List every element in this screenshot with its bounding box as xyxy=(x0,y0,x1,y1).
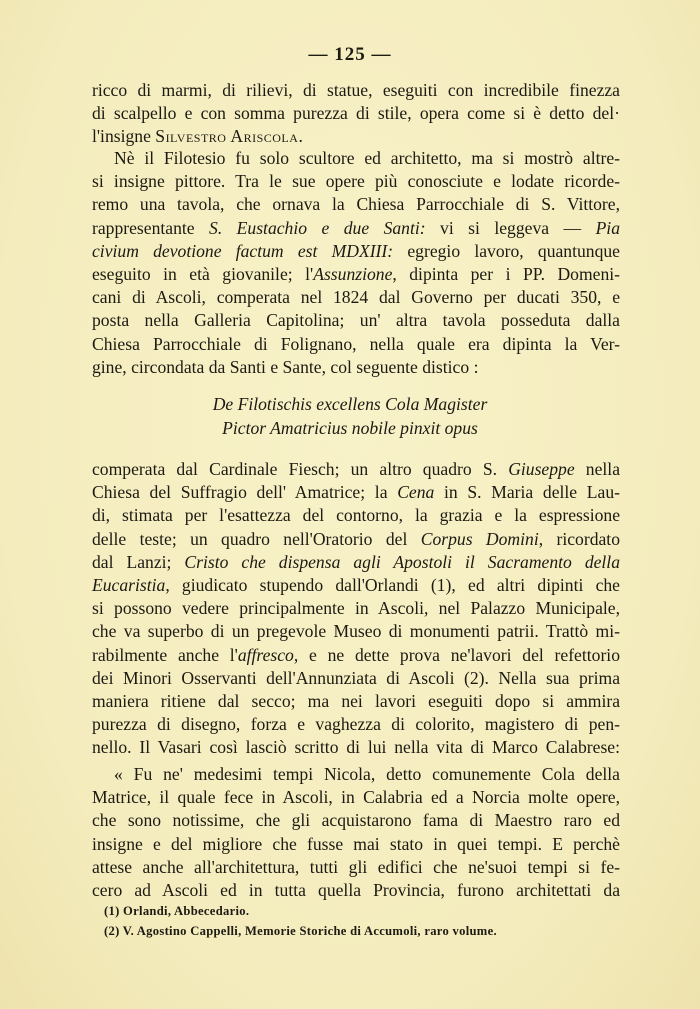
text-line: dei Minori Osservanti dell'Annunziata di Ascoli (2). Nella sua prima xyxy=(92,667,620,688)
text-line xyxy=(92,528,620,551)
paragraph-3 xyxy=(92,458,620,760)
text-line: posta nella Galleria Capitolina; un' altra tavola posseduta dalla xyxy=(92,310,620,331)
text-line: nello. Il Vasari così lasciò scritto di lui nella vita di Marco Calabrese: xyxy=(92,737,620,758)
text-fragment: eseguito in età giovanile; l' xyxy=(92,264,314,285)
italic-title: Giuseppe xyxy=(508,459,575,479)
text-line: che sono notissime, che gli acquistarono fama di Maestro raro ed xyxy=(92,810,620,831)
distich-verse xyxy=(0,392,700,440)
text-line xyxy=(92,644,620,667)
italic-inscription: civium devotione factum est MDXIII: xyxy=(92,240,394,261)
text-line: attese anche all'architettura, tutti gli edifici che ne'suoi tempi si fe- xyxy=(92,856,620,877)
text-line: cero ad Ascoli ed in tutta quella Provincia, furono architettati da xyxy=(92,880,620,901)
italic-inscription: Pia xyxy=(595,217,620,238)
text-line: Nè il Filotesio fu solo scultore ed architetto, ma si mostrò altre- xyxy=(114,148,620,168)
footnote-1: (1) Orlandi, Abbecedario. xyxy=(104,904,250,918)
footnote-2: (2) V. Agostino Cappelli, Memorie Storiche di Accumoli, raro volume. xyxy=(104,924,497,938)
paragraph-4-quotation xyxy=(92,763,620,902)
text-line xyxy=(92,574,620,597)
text-line: si possono vedere principalmente in Ascoli, nel Palazzo Municipale, xyxy=(92,598,620,619)
text-fragment: dal Lanzi; xyxy=(92,551,185,572)
text-fragment: rappresentante xyxy=(92,217,210,238)
italic-title: Assunzione xyxy=(313,264,393,285)
text-fragment: egregio lavoro, quantunque xyxy=(393,240,620,261)
text-fragment: nella xyxy=(574,459,620,479)
text-line: purezza di disegno, forza e vaghezza di colorito, magistero di pen- xyxy=(92,714,620,735)
text-line xyxy=(92,458,620,481)
text-line: di scalpello e con somma purezza di stile, opera come si è detto del· xyxy=(92,103,620,124)
text-line xyxy=(92,125,620,148)
text-fragment: . xyxy=(298,126,303,147)
text-line: insigne e del migliore che fusse mai stato in quei tempi. E perchè xyxy=(92,833,620,854)
text-fragment: , e ne dette prova ne'lavori del refettorio xyxy=(293,644,620,665)
text-line: maniera ritiene dal secco; ma nei lavori eseguiti dopo si ammira xyxy=(92,691,620,712)
text-line xyxy=(92,217,620,240)
footnotes xyxy=(104,901,624,941)
italic-title: Corpus Domini xyxy=(420,528,539,549)
text-fragment: comperata dal Cardinale Fiesch; un altro quadro S. xyxy=(92,459,509,479)
text-fragment: , giudicato stupendo dall'Orlandi (1), ed altri dipinti che xyxy=(165,575,620,596)
text-fragment: Chiesa del Suffragio dell' Amatrice; la xyxy=(92,482,398,503)
text-line: remo una tavola, che ornava la Chiesa Parrocchiale di S. Vittore, xyxy=(92,194,620,215)
text-fragment: rabilmente anche l' xyxy=(92,644,238,665)
artist-name: Silvestro Ariscola xyxy=(155,126,299,147)
text-line xyxy=(92,240,620,263)
text-line: gine, circondata da Santi e Sante, col seguente distico : xyxy=(92,356,479,377)
text-line: Chiesa Parrocchiale di Folignano, nella quale era dipinta la Ver- xyxy=(92,333,620,354)
text-line: si insigne pittore. Tra le sue opere più conosciute e lodate ricorde- xyxy=(92,171,620,192)
text-fragment: , ricordato xyxy=(538,528,620,549)
text-fragment: in S. Maria delle Lau- xyxy=(434,482,620,503)
text-line xyxy=(92,551,620,574)
paragraph-1 xyxy=(92,79,620,149)
text-fragment: vi si leggeva — xyxy=(425,217,596,238)
italic-title: Cena xyxy=(397,482,435,503)
italic-term: affresco xyxy=(237,644,294,665)
text-line: di, stimata per l'esattezza del contorno, la grazia e la espressione xyxy=(92,505,620,526)
verse-line: De Filotischis excellens Cola Magister xyxy=(212,394,488,414)
verse-line: Pictor Amatricius nobile pinxit opus xyxy=(222,418,478,438)
text-fragment: delle teste; un quadro nell'Oratorio del xyxy=(92,528,421,549)
text-line xyxy=(92,263,620,286)
italic-title: Cristo che dispensa agli Apostoli il Sacramento della xyxy=(184,551,620,572)
text-line: cani di Ascoli, comperata nel 1824 dal Governo per ducati 350, e xyxy=(92,287,620,308)
page-number: — 125 — xyxy=(308,44,392,65)
text-fragment: l'insigne xyxy=(92,126,156,147)
text-line xyxy=(92,481,620,504)
text-line: che va superbo di un pregevole Museo di monumenti patrii. Trattò mi- xyxy=(92,621,620,642)
text-fragment: , dipinta per i PP. Domeni- xyxy=(392,264,620,285)
italic-title: Eucaristia xyxy=(92,575,166,596)
paragraph-2 xyxy=(92,147,620,379)
text-line: « Fu ne' medesimi tempi Nicola, detto comunemente Cola della xyxy=(114,764,620,784)
text-line: Matrice, il quale fece in Ascoli, in Calabria ed a Norcia molte opere, xyxy=(92,787,620,808)
text-line: ricco di marmi, di rilievi, di statue, eseguiti con incredibile finezza xyxy=(92,80,620,100)
italic-title: S. Eustachio e due Santi: xyxy=(209,217,426,238)
